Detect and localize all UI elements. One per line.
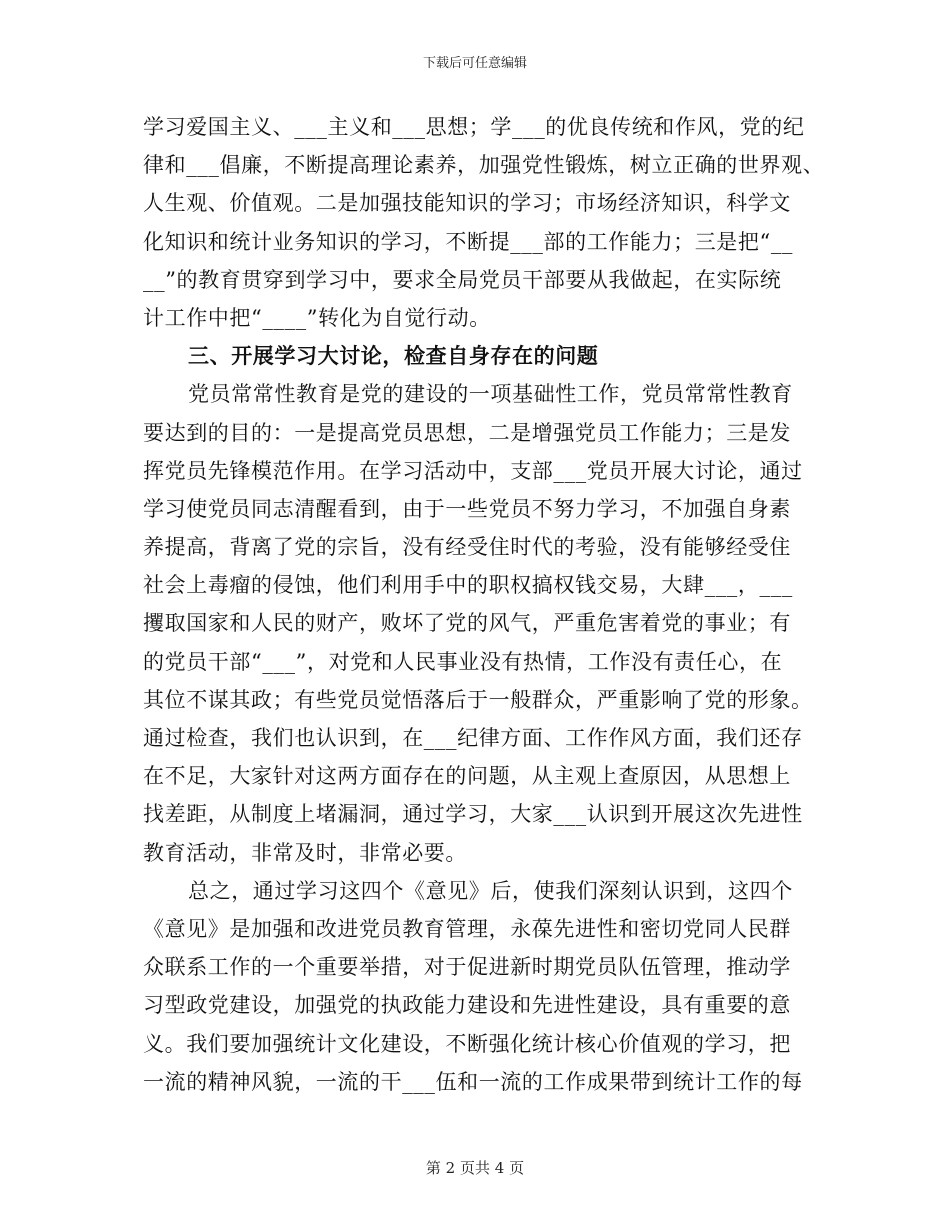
page-header: 下载后可任意编辑	[422, 56, 527, 71]
paragraph-start-line: 党员常常性教育是党的建设的一项基础性工作，党员常常性教育	[188, 382, 793, 407]
text-line: 《意见》是加强和改进党员教育管理，永葆先进性和密切党同人民群	[143, 916, 791, 941]
text-line: 养提高，背离了党的宗旨，没有经受住时代的考验，没有能够经受住	[143, 535, 791, 560]
text-line: 义。我们要加强统计文化建设，不断强化统计核心价值观的学习，把	[143, 1031, 791, 1056]
text-line: __”的教育贯穿到学习中，要求全局党员干部要从我做起，在实际统	[143, 267, 782, 292]
text-line: 计工作中把“____”转化为自觉行动。	[143, 305, 491, 330]
text-line: 要达到的目的：一是提高党员思想，二是增强党员工作能力；三是发	[143, 420, 791, 445]
document-body	[143, 108, 823, 1101]
text-line: 的党员干部“___”，对党和人民事业没有热情，工作没有责任心，在	[143, 649, 783, 674]
text-line: 化知识和统计业务知识的学习，不断提___部的工作能力；三是把“__	[143, 229, 794, 254]
text-line: 找差距，从制度上堵漏洞，通过学习，大家___认识到开展这次先进性	[143, 802, 803, 827]
text-line: 教育活动，非常及时，非常必要。	[143, 840, 467, 865]
text-line: 其位不谋其政；有些党员觉悟落后于一般群众，严重影响了党的形象。	[143, 687, 813, 712]
text-line: 攫取国家和人民的财产，败坏了党的风气，严重危害着党的事业；有	[143, 611, 791, 636]
paragraph-start-line: 总之，通过学习这四个《意见》后，使我们深刻认识到，这四个	[188, 878, 793, 903]
text-line: 习型政党建设，加强党的执政能力建设和先进性建设，具有重要的意	[143, 993, 791, 1018]
text-line: 学习爱国主义、___主义和___思想；学___的优良传统和作风，党的纪	[143, 115, 805, 139]
text-line: 众联系工作的一个重要举措，对于促进新时期党员队伍管理，推动学	[143, 955, 791, 980]
text-line: 学习使党员同志清醒看到，由于一些党员不努力学习，不加强自身素	[143, 496, 791, 521]
text-line: 一流的精神风貌，一流的干___伍和一流的工作成果带到统计工作的每	[143, 1069, 803, 1094]
text-line: 律和___倡廉，不断提高理论素养，加强党性锻炼，树立正确的世界观、	[143, 153, 825, 178]
page-number: 第 2 页共 4 页	[425, 1159, 525, 1177]
text-line: 挥党员先锋模范作用。在学习活动中，支部___党员开展大讨论，通过	[143, 458, 803, 483]
text-line: 在不足，大家针对这两方面存在的问题，从主观上查原因，从思想上	[143, 764, 791, 789]
text-line: 通过检查，我们也认识到，在___纪律方面、工作作风方面，我们还存	[143, 726, 803, 750]
section-heading: 三、开展学习大讨论，检查自身存在的问题	[188, 344, 599, 369]
text-line: 人生观、价值观。二是加强技能知识的学习；市场经济知识，科学文	[143, 191, 791, 216]
text-line: 社会上毒瘤的侵蚀，他们利用手中的职权搞权钱交易，大肆___，___	[143, 573, 793, 598]
